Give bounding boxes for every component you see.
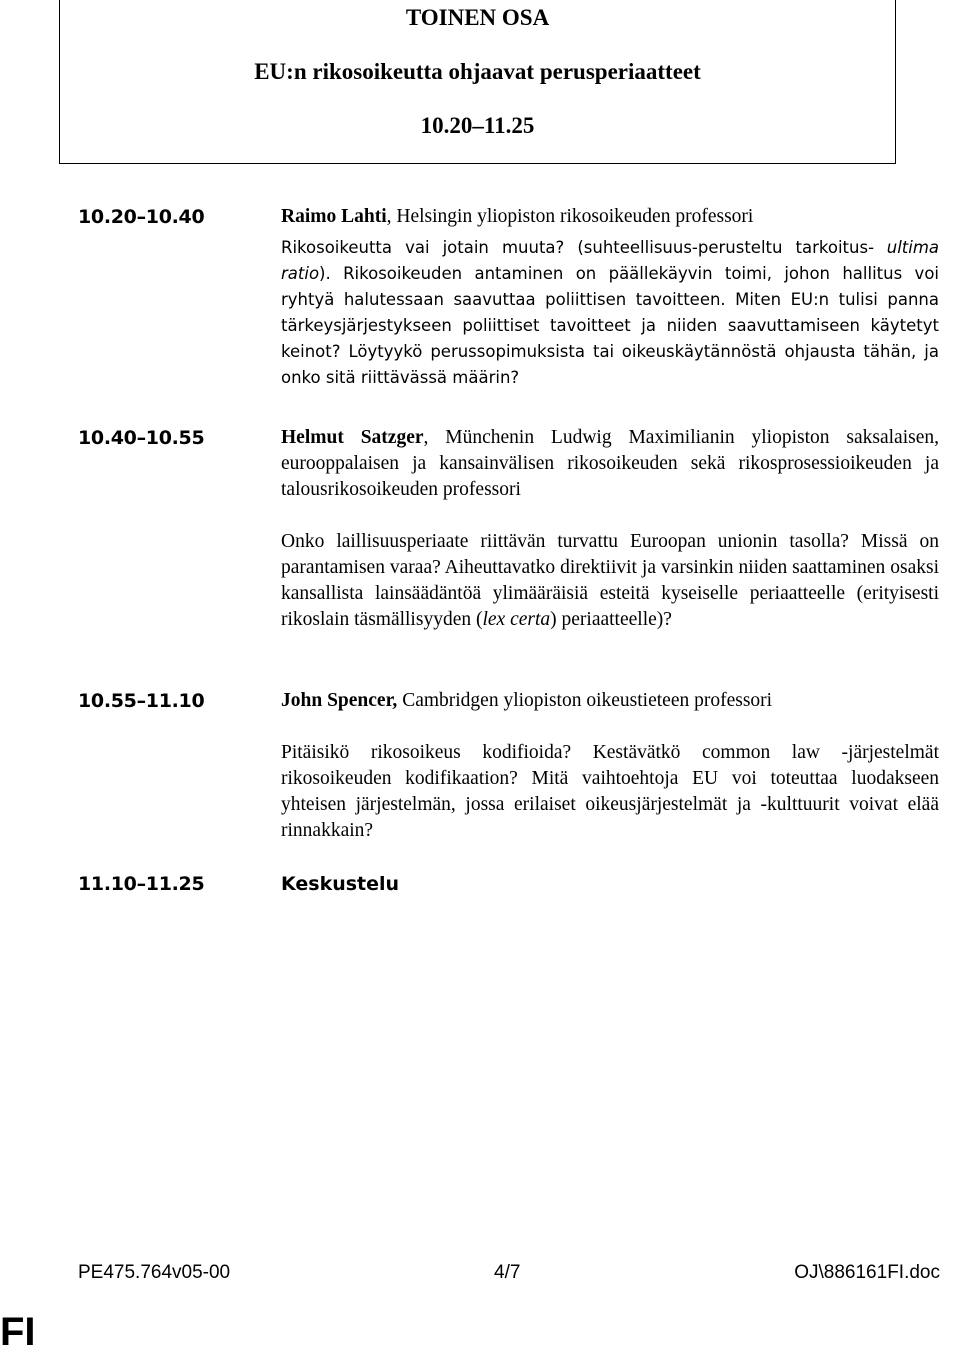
discussion-label: Keskustelu xyxy=(281,873,400,895)
footer-file-name: OJ\886161FI.doc xyxy=(794,1262,940,1283)
part-header-box xyxy=(59,0,896,164)
session-time: 10.40–10.55 xyxy=(78,427,205,449)
session-content xyxy=(281,871,939,898)
speaker-affiliation: Cambridgen yliopiston oikeustieteen professori xyxy=(397,690,773,711)
description-text: ) periaatteelle)? xyxy=(550,609,672,630)
session-content xyxy=(281,425,939,633)
description-text: Onko laillisuusperiaate riittävän turvattu Euroopan unionin tasolla? Missä on parantamisen varaa? Aiheuttavatko direktiivit ja varsinkin niiden saattaminen osaksi kansallista lainsäädäntöä ylimääräisiä esteitä kyseiselle periaatteelle (erityisesti rikoslain täsmällisyyden ( xyxy=(281,531,939,630)
session-time: 10.20–10.40 xyxy=(78,206,205,228)
description-italic: lex certa xyxy=(482,609,551,630)
description-text: ). Rikosoikeuden antaminen on päällekäyvin toimi, johon hallitus voi ryhtyä halutessaan saavuttaa poliittisen tavoitteen. Miten EU:n tulisi panna tärkeysjärjestykseen poliittiset tavoitteet ja niiden saavuttamiseen käytetyt keinot? Löytyykö perussopimuksista tai xyxy=(281,264,939,361)
speaker-line xyxy=(281,204,939,230)
footer-doc-ref: PE475.764v05-00 xyxy=(78,1262,231,1283)
speaker-name: John Spencer, xyxy=(281,690,398,711)
part-time: 10.20–11.25 xyxy=(420,113,535,138)
speaker-affiliation: , Münchenin Ludwig Maximilianin yliopiston saksalaisen, eurooppalaisen ja kansainvälisen rikosoikeuden sekä rikosprosessioikeuden ja talousrikosoikeuden professori xyxy=(281,427,939,500)
description-text: Rikosoikeutta vai jotain muuta? (suhteellisuus-perusteltu tarkoitus- xyxy=(281,238,875,257)
speaker-line xyxy=(281,688,939,714)
footer-page-number: 4/7 xyxy=(494,1262,521,1283)
description-italic: ultima ratio xyxy=(281,238,940,283)
session-description xyxy=(281,235,939,391)
part-subtitle: EU:n rikosoikeutta ohjaavat perusperiaatteet xyxy=(254,59,701,84)
speaker-name: Helmut Satzger xyxy=(281,427,424,448)
session-time: 10.55–11.10 xyxy=(78,690,205,712)
speaker-name: Raimo Lahti xyxy=(281,206,387,227)
session-description: Pitäisikö rikosoikeus kodifioida? Kestävätkö common law -järjestelmät rikosoikeuden kodifikaation? Mitä vaihtoehtoja EU voi toteuttaa luodakseen yhteisen järjestelmän, jossa erilaiset oikeusjärjestelmät ja -kulttuurit voivat elää rinnakkain? xyxy=(281,742,939,841)
language-code: FI xyxy=(0,1310,36,1354)
session-content xyxy=(281,204,939,391)
session-time: 11.10–11.25 xyxy=(78,873,205,895)
speaker-line xyxy=(281,425,939,503)
session-description xyxy=(281,529,939,633)
description-text: oikeuskäytännöstä ohjausta tähän, ja onko sitä riittävässä määrin? xyxy=(281,342,939,387)
session-content xyxy=(281,688,939,844)
speaker-affiliation: , Helsingin yliopiston rikosoikeuden professori xyxy=(386,206,754,227)
part-title: TOINEN OSA xyxy=(405,5,550,30)
